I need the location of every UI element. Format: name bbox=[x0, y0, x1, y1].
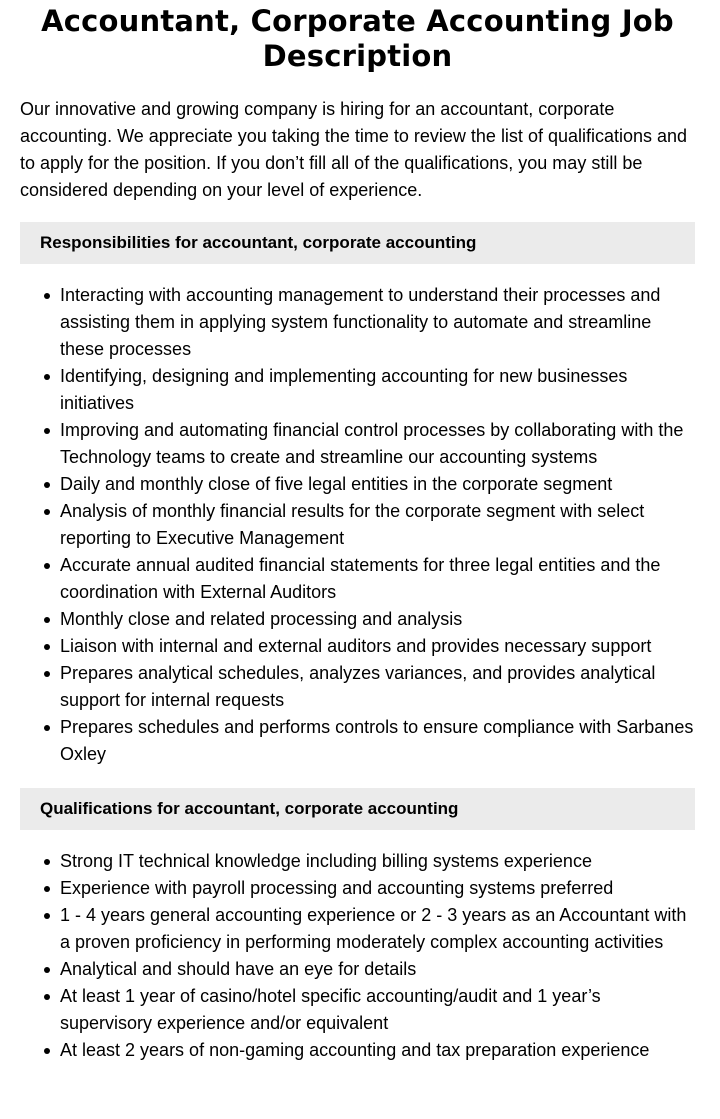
list-item: Liaison with internal and external auditors and provides necessary support bbox=[60, 633, 695, 660]
list-item: Analytical and should have an eye for details bbox=[60, 956, 695, 983]
list-item: Strong IT technical knowledge including billing systems experience bbox=[60, 848, 695, 875]
list-item: Interacting with accounting management to understand their processes and assisting them in applying system functionality to automate and streamline these processes bbox=[60, 282, 695, 363]
list-item: Prepares schedules and performs controls to ensure compliance with Sarbanes Oxley bbox=[60, 714, 695, 768]
list-item: Accurate annual audited financial statements for three legal entities and the coordination with External Auditors bbox=[60, 552, 695, 606]
list-item: At least 1 year of casino/hotel specific accounting/audit and 1 year’s supervisory experience and/or equivalent bbox=[60, 983, 695, 1037]
qualifications-heading: Qualifications for accountant, corporate accounting bbox=[20, 788, 695, 830]
list-item: Identifying, designing and implementing accounting for new businesses initiatives bbox=[60, 363, 695, 417]
list-item: Improving and automating financial control processes by collaborating with the Technology teams to create and streamline our accounting systems bbox=[60, 417, 695, 471]
list-item: Monthly close and related processing and analysis bbox=[60, 606, 695, 633]
intro-paragraph: Our innovative and growing company is hiring for an accountant, corporate accounting. We appreciate you taking the time to review the list of qualifications and to apply for the position. If you don’t fill all of the qualifications, you may still be considered depending on your level of experience. bbox=[20, 99, 688, 200]
qualifications-list bbox=[20, 848, 695, 1064]
list-item: 1 - 4 years general accounting experience or 2 - 3 years as an Accountant with a proven proficiency in performing moderately complex accounting activities bbox=[60, 902, 695, 956]
list-item: Daily and monthly close of five legal entities in the corporate segment bbox=[60, 471, 695, 498]
page-title: Accountant, Corporate Accounting Job Description bbox=[41, 4, 674, 73]
responsibilities-heading: Responsibilities for accountant, corporate accounting bbox=[20, 222, 695, 264]
list-item: At least 2 years of non-gaming accounting and tax preparation experience bbox=[60, 1037, 695, 1064]
list-item: Experience with payroll processing and accounting systems preferred bbox=[60, 875, 695, 902]
list-item: Prepares analytical schedules, analyzes variances, and provides analytical support for internal requests bbox=[60, 660, 695, 714]
list-item: Analysis of monthly financial results for the corporate segment with select reporting to Executive Management bbox=[60, 498, 695, 552]
responsibilities-list bbox=[20, 282, 695, 768]
